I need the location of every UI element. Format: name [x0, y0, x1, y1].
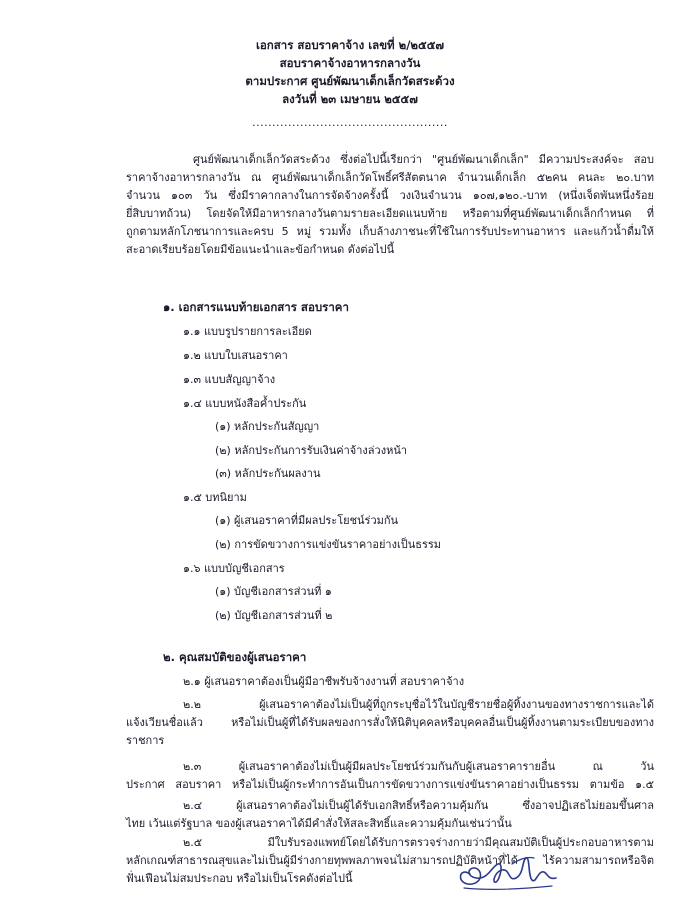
list-item: ๑.๓ แบบสัญญาจ้าง: [183, 373, 276, 386]
intro-line: ศูนย์พัฒนาเด็กเล็กวัดสระด้วง ซึ่งต่อไปนี้เรียกว่า "ศูนย์พัฒนาเด็กเล็ก" มีความประสงค์จะ สอบ: [193, 153, 654, 166]
document-subject-heading: สอบราคาจ้างอาหารกลางวัน: [279, 56, 421, 70]
qualification-line: ๒.๔ ผู้เสนอราคาต้องไม่เป็นผู้ได้รับเอกสิทธิ์หรือความคุ้มกัน ซึ่งอาจปฏิเสธไม่ยอมขึ้นศาล: [183, 799, 654, 812]
heading-divider: .................................................: [252, 116, 448, 129]
intro-line: ถูกตามหลักโภชนาการและครบ 5 หมู่ รวมทั้ง เก็บล้างภาชนะที่ใช้ในการรับประทานอาหาร และแก้วน้ำดื่มให้: [126, 225, 654, 238]
qualification-line: ไทย เว้นแต่รัฐบาล ของผู้เสนอราคาได้มีคำสั่งให้สละสิทธิ์และความคุ้มกันเช่นว่านั้น: [126, 817, 512, 830]
qualification-line: ๒.๒ ผู้เสนอราคาต้องไม่เป็นผู้ที่ถูกระบุชื่อไว้ในบัญชีรายชื่อผู้ทิ้งงานของทางราชการและได้: [183, 698, 654, 711]
section-2-title: ๒. คุณสมบัติของผู้เสนอราคา: [163, 650, 307, 664]
announcement-heading: ตามประกาศ ศูนย์พัฒนาเด็กเล็กวัดสระด้วง: [245, 74, 455, 88]
list-item: ๑.๒ แบบใบเสนอราคา: [183, 349, 288, 362]
list-item: ๑.๑ แบบรูปรายการละเอียด: [183, 325, 312, 338]
qualification-line: ๒.๓ ผู้เสนอราคาต้องไม่เป็นผู้มีผลประโยชน์ร่วมกันกับผู้เสนอราคารายอื่น ณ วัน: [183, 760, 654, 773]
intro-line: จำนวน ๑๐๓ วัน ซึ่งมีราคากลางในการจัดจ้างครั้งนี้ วงเงินจำนวน ๑๐๗,๑๒๐.-บาท (หนึ่งเจ็ดพันหนึ่งร้อย: [126, 189, 654, 202]
document-number-heading: เอกสาร สอบราคาจ้าง เลขที่ ๒/๒๕๕๗: [255, 38, 445, 52]
intro-line: ยี่สิบบาทถ้วน) โดยจัดให้มีอาหารกลางวันตามรายละเอียดแนบท้าย หรือตามที่ศูนย์พัฒนาเด็กเล็กกำหนด ที่: [126, 207, 654, 220]
list-subitem: (๑) บัญชีเอกสารส่วนที่ ๑: [215, 585, 332, 598]
intro-line: ราคาจ้างอาหารกลางวัน ณ ศูนย์พัฒนาเด็กเล็กวัดโพธิ์ศรีสัตตนาค จำนวนเด็กเล็ก ๕๒คน คนละ ๒๐.บาท: [126, 171, 654, 184]
list-subitem: (๒) บัญชีเอกสารส่วนที่ ๒: [215, 609, 333, 622]
section-1-title: ๑. เอกสารแนบท้ายเอกสาร สอบราคา: [163, 300, 349, 314]
intro-line: สะอาดเรียบร้อยโดยมีข้อแนะนำและข้อกำหนด ดังต่อไปนี้: [126, 243, 395, 256]
qualification-line: ๒.๑ ผู้เสนอราคาต้องเป็นผู้มีอาชีพรับจ้างงานที่ สอบราคาจ้าง: [183, 675, 465, 688]
list-subitem: (๑) ผู้เสนอราคาที่มีผลประโยชน์ร่วมกัน: [215, 514, 399, 527]
list-item: ๑.๕ บทนิยาม: [183, 491, 247, 504]
qualification-line: ๒.๕ มีใบรับรองแพทย์โดยได้รับการตรวจร่างกายว่ามีคุณสมบัติเป็นผู้ประกอบอาหารตาม: [183, 836, 654, 849]
qualification-line: ฟั่นเฟือนไม่สมประกอบ หรือไม่เป็นโรคดังต่อไปนี้: [126, 872, 353, 885]
announcement-date-heading: ลงวันที่ ๒๓ เมษายน ๒๕๕๗: [282, 92, 418, 106]
qualification-line: หลักเกณฑ์สาธารณสุขและไม่เป็นผู้มีร่างกายทุพพลภาพจนไม่สามารถปฏิบัติหน้าที่ได้ ไร้ความสามารถหรือจิต: [126, 854, 654, 867]
list-item: ๑.๔ แบบหนังสือค้ำประกัน: [183, 397, 307, 410]
qualification-line: ราชการ: [126, 734, 165, 747]
qualification-line: ประกาศ สอบราคา หรือไม่เป็นผู้กระทำการอันเป็นการขัดขวางการแข่งขันราคาอย่างเป็นธรรม ตามข้อ ๑.๕: [126, 778, 654, 791]
list-item: ๑.๖ แบบบัญชีเอกสาร: [183, 562, 285, 575]
list-subitem: (๒) การขัดขวางการแข่งขันราคาอย่างเป็นธรรม: [215, 538, 442, 551]
qualification-line: แจ้งเวียนชื่อแล้ว หรือไม่เป็นผู้ที่ได้รับผลของการสั่งให้นิติบุคคลหรือบุคคลอื่นเป็นผู้ทิ้งงานตามระเบียบของทาง: [126, 716, 654, 729]
list-subitem: (๓) หลักประกันผลงาน: [215, 467, 321, 480]
list-subitem: (๒) หลักประกันการรับเงินค่าจ้างล่วงหน้า: [215, 444, 408, 457]
handwritten-signature: [452, 846, 562, 894]
list-subitem: (๑) หลักประกันสัญญา: [215, 420, 320, 433]
